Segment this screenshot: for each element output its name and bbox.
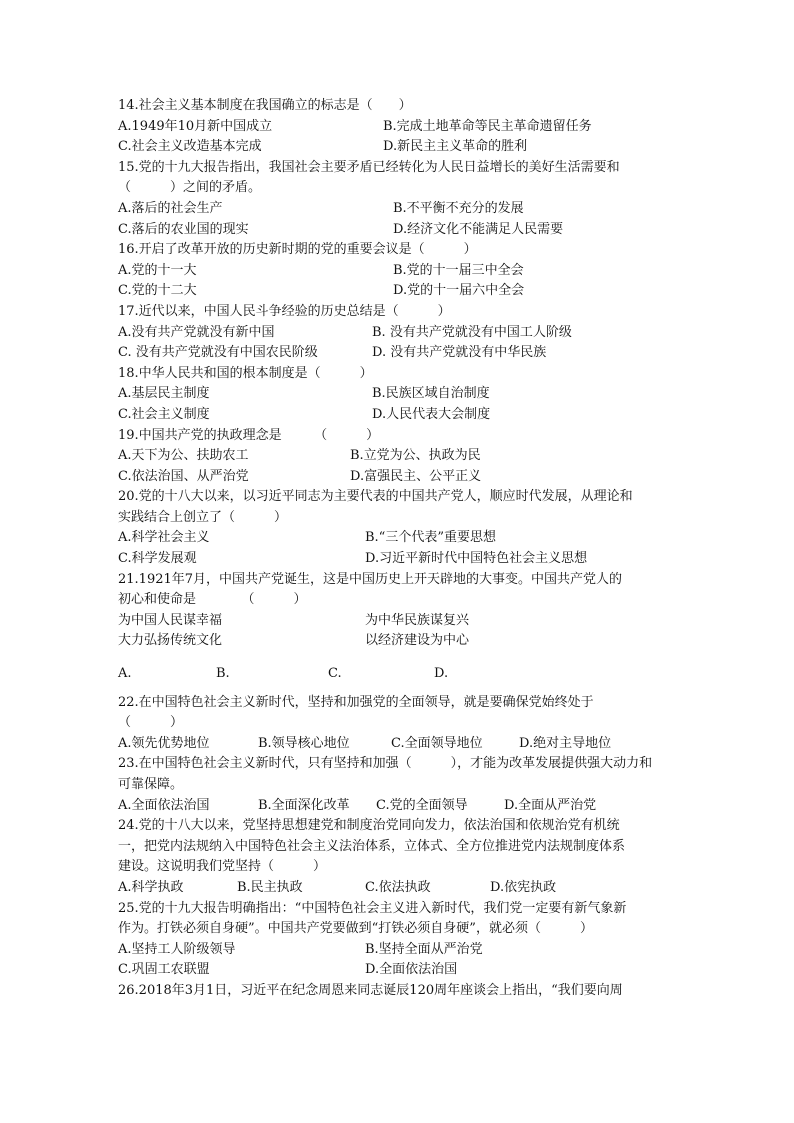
- question-16-options-row-2: [118, 281, 678, 302]
- question-22-option-d[interactable]: D.绝对主导地位: [519, 735, 612, 751]
- question-21-item-1: 为中国人民谋幸福: [118, 612, 223, 628]
- question-20-option-c[interactable]: C.科学发展观: [118, 551, 197, 567]
- question-18-options-row-2: [118, 405, 678, 426]
- question-14-option-c[interactable]: C.社会主义改造基本完成: [118, 139, 262, 155]
- question-18-option-d[interactable]: D.人民代表大会制度: [372, 406, 491, 422]
- question-19-options-row-2: [118, 467, 678, 488]
- question-24-stem: 24.党的十八大以来，党坚持思想建党和制度治党同向发力，依法治国和依规治党有机统: [118, 818, 620, 834]
- exam-page: [118, 96, 678, 1002]
- question-18-stem: 18.中华人民共和国的根本制度是（ ）: [118, 365, 373, 381]
- question-21-item-2: 为中华民族谋复兴: [365, 612, 470, 628]
- question-21-option-a[interactable]: A.: [118, 666, 132, 682]
- question-20-option-a[interactable]: A.科学社会主义: [118, 530, 210, 546]
- question-15-option-a[interactable]: A.落后的社会生产: [118, 200, 223, 216]
- question-14-stem: 14.社会主义基本制度在我国确立的标志是（ ）: [118, 98, 412, 113]
- question-20-stem-continued: 实践结合上创立了（ ）: [118, 509, 288, 525]
- question-16-option-a[interactable]: A.党的十一大: [118, 262, 197, 278]
- question-23-stem: 23.在中国特色社会主义新时代，只有坚持和加强（ ），才能为改革发展提供强大动力和: [118, 756, 653, 772]
- question-21-option-d[interactable]: D.: [434, 666, 449, 682]
- question-20-stem: 20.党的十八大以来，以习近平同志为主要代表的中国共产党人，顺应时代发展，从理论和: [118, 489, 633, 505]
- question-22-option-a[interactable]: A.领先优势地位: [118, 735, 210, 751]
- question-22-option-b[interactable]: B.领导核心地位: [258, 735, 350, 751]
- question-20-options-row-2: [118, 549, 678, 570]
- question-21-stem: 21.1921年7月，中国共产党诞生，这是中国历史上开天辟地的大事变。中国共产党人的: [118, 571, 623, 587]
- question-24-option-b[interactable]: B.民主执政: [237, 879, 303, 895]
- question-25-options-row-2: [118, 960, 678, 981]
- question-16-options-row-1: [118, 261, 678, 282]
- question-22-stem: 22.在中国特色社会主义新时代，坚持和加强党的全面领导，就是要确保党始终处于: [118, 694, 594, 710]
- question-19-options-row-1: [118, 446, 678, 467]
- question-22-option-c[interactable]: C.全面领导地位: [391, 735, 483, 751]
- question-14-option-a[interactable]: A.1949年10月新中国成立: [118, 118, 273, 134]
- question-21-items-row-1: [118, 611, 678, 632]
- question-14-option-d[interactable]: D.新民主主义革命的胜利: [383, 139, 528, 155]
- question-15-option-d[interactable]: D.经济文化不能满足人民需要: [393, 221, 564, 237]
- question-26-stem: 26.2018年3月1日，习近平在纪念周恩来同志诞辰120周年座谈会上指出，“我们要向周: [118, 982, 623, 998]
- question-18-option-a[interactable]: A.基层民主制度: [118, 386, 210, 402]
- question-23-stem-continued: 可靠保障。: [118, 777, 184, 792]
- question-16-option-b[interactable]: B.党的十一届三中全会: [393, 262, 524, 278]
- question-24-stem-continued-2: 建设。这说明我们党坚持（ ）: [118, 859, 327, 875]
- question-20-options-row-1: [118, 528, 678, 549]
- question-15-stem: 15.党的十九大报告指出，我国社会主要矛盾已经转化为人民日益增长的美好生活需要和: [118, 159, 620, 175]
- question-15-option-c[interactable]: C.落后的农业国的现实: [118, 221, 249, 237]
- question-14-options-row-2: [118, 137, 678, 158]
- question-25-option-c[interactable]: C.巩固工农联盟: [118, 962, 210, 978]
- question-17-option-b[interactable]: B. 没有共产党就没有中国工人阶级: [372, 324, 572, 340]
- question-25-option-b[interactable]: B.坚持全面从严治党: [365, 941, 483, 957]
- question-17-options-row-1: [118, 323, 678, 344]
- question-21-item-4: 以经济建设为中心: [365, 633, 470, 649]
- question-19-option-a[interactable]: A.天下为公、扶助农工: [118, 448, 249, 464]
- question-21-items-row-2: [118, 631, 678, 652]
- question-24-stem-continued: 一，把党内法规纳入中国特色社会主义法治体系，立体式、全方位推进党内法规制度体系: [118, 838, 626, 854]
- question-15-options-row-2: [118, 220, 678, 241]
- question-23-options-row: [118, 796, 678, 817]
- question-19-option-d[interactable]: D.富强民主、公平正义: [350, 468, 482, 484]
- question-20-option-b[interactable]: B.“三个代表”重要思想: [365, 530, 496, 546]
- question-25-options-row-1: [118, 940, 678, 961]
- question-14-option-b[interactable]: B.完成土地革命等民主革命遗留任务: [383, 118, 592, 134]
- question-17-options-row-2: [118, 343, 678, 364]
- question-18-option-c[interactable]: C.社会主义制度: [118, 406, 210, 422]
- question-25-stem: 25.党的十九大报告明确指出：“中国特色社会主义进入新时代，我们党一定要有新气象新: [118, 900, 627, 916]
- question-22-stem-continued: （ ）: [118, 715, 184, 731]
- question-25-stem-continued: 作为。打铁必须自身硬”。中国共产党要做到“打铁必须自身硬”，就必须（ ）: [118, 921, 593, 937]
- question-18-option-b[interactable]: B.民族区域自治制度: [372, 386, 490, 402]
- question-24-option-a[interactable]: A.科学执政: [118, 879, 184, 895]
- question-21-option-b[interactable]: B.: [216, 666, 230, 682]
- question-16-option-d[interactable]: D.党的十一届六中全会: [393, 283, 525, 299]
- question-24-option-d[interactable]: D.依宪执政: [490, 879, 557, 895]
- question-21-item-3: 大力弘扬传统文化: [118, 633, 223, 649]
- question-15-options-row-1: [118, 199, 678, 220]
- question-22-options-row: [118, 734, 678, 755]
- question-19-option-b[interactable]: B.立党为公、执政为民: [350, 448, 481, 464]
- question-23-option-b[interactable]: B.全面深化改革: [258, 797, 350, 813]
- question-21-option-c[interactable]: C.: [328, 666, 342, 682]
- question-23-option-c[interactable]: C.党的全面领导: [376, 797, 468, 813]
- question-21-options-row: [118, 664, 678, 685]
- question-17-option-d[interactable]: D. 没有共产党就没有中华民族: [372, 345, 547, 361]
- question-17-stem: 17.近代以来，中国人民斗争经验的历史总结是（ ）: [118, 303, 451, 319]
- question-16-option-c[interactable]: C.党的十二大: [118, 283, 197, 299]
- question-24-option-c[interactable]: C.依法执政: [365, 879, 431, 895]
- question-15-option-b[interactable]: B.不平衡不充分的发展: [393, 200, 524, 216]
- question-21-stem-continued: 初心和使命是 （ ）: [118, 592, 307, 608]
- question-15-stem-continued: （ ）之间的矛盾。: [118, 180, 262, 196]
- question-24-options-row: [118, 878, 678, 899]
- question-18-options-row-1: [118, 384, 678, 405]
- question-17-option-c[interactable]: C. 没有共产党就没有中国农民阶级: [118, 345, 318, 361]
- question-23-option-d[interactable]: D.全面从严治党: [504, 797, 597, 813]
- question-23-option-a[interactable]: A.全面依法治国: [118, 797, 210, 813]
- question-19-option-c[interactable]: C.依法治国、从严治党: [118, 468, 249, 484]
- question-25-option-a[interactable]: A.坚持工人阶级领导: [118, 941, 236, 957]
- question-25-option-d[interactable]: D.全面依法治国: [365, 962, 458, 978]
- question-17-option-a[interactable]: A.没有共产党就没有新中国: [118, 324, 275, 340]
- question-14-options-row-1: [118, 117, 678, 138]
- question-19-stem: 19.中国共产党的执政理念是 （ ）: [118, 427, 380, 443]
- question-16-stem: 16.开启了改革开放的历史新时期的党的重要会议是（ ）: [118, 242, 477, 258]
- question-20-option-d[interactable]: D.习近平新时代中国特色社会主义思想: [365, 551, 588, 567]
